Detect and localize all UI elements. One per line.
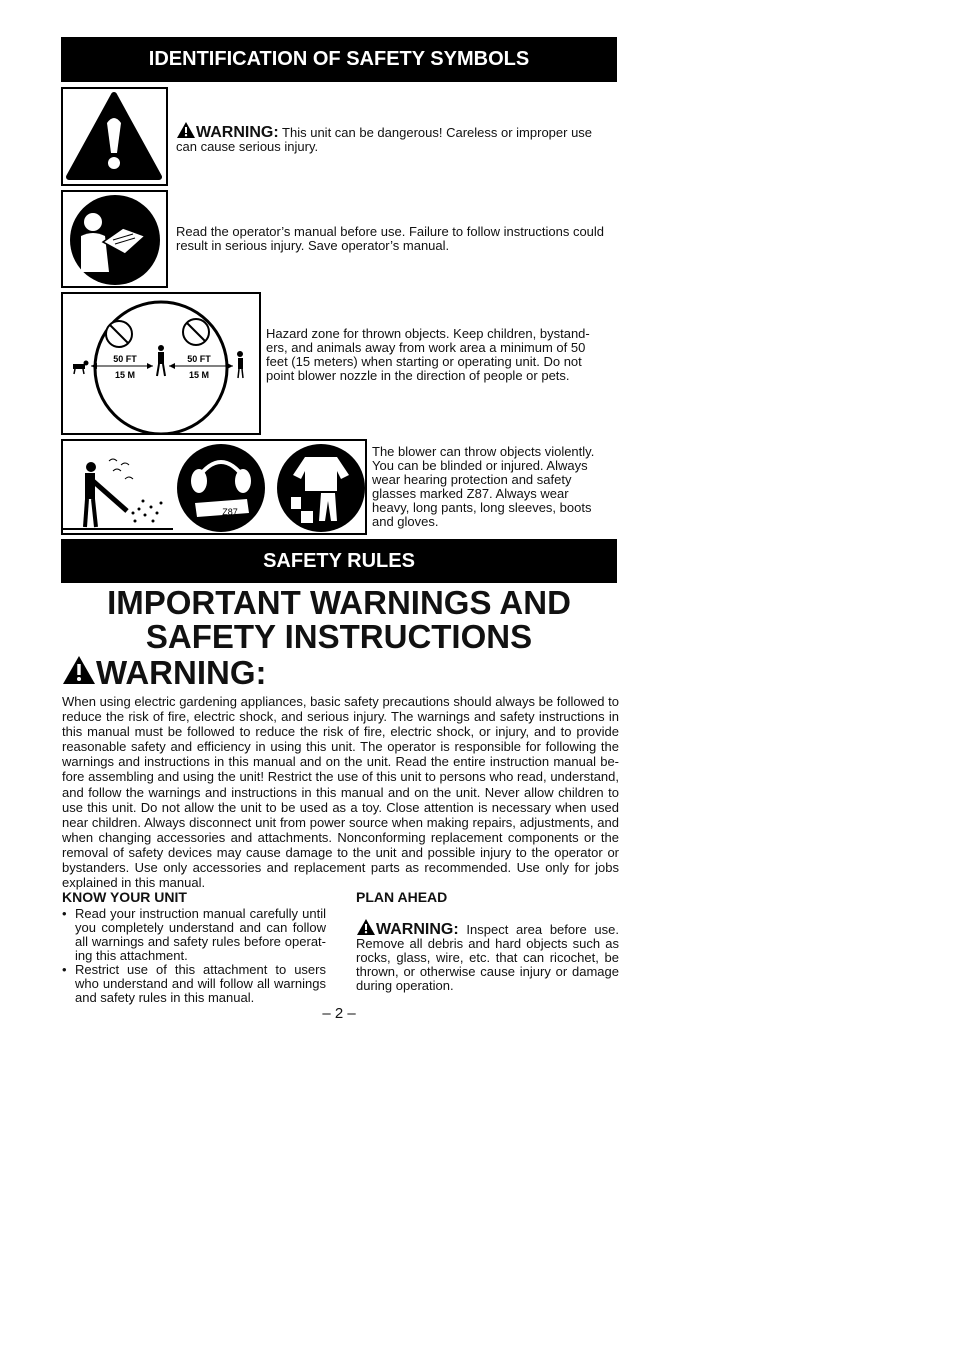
warning-small-icon bbox=[356, 918, 376, 936]
hazard-zone-description: Hazard zone for thrown objects. Keep children, bystand-ers, and animals away from work area a minimum of 50 feet (15 meters) when starting or operating unit. Do not point blower nozzle in the direction of people or pets. bbox=[266, 326, 590, 383]
section-title: IDENTIFICATION OF SAFETY SYMBOLS bbox=[148, 48, 530, 70]
warning-large-icon bbox=[62, 654, 96, 686]
list-item: • Restrict use of this attachment to users who understand and will follow all warnings and safety rules in this manual. bbox=[62, 963, 326, 1005]
distance-m-left: 15 M bbox=[114, 370, 136, 380]
ppe-diagram bbox=[63, 441, 365, 533]
distance-m-right: 15 M bbox=[188, 370, 210, 380]
main-title-line1: IMPORTANT WARNINGS AND bbox=[107, 584, 571, 621]
plan-ahead-body: Inspect area before use. Remove all debris and hard objects such as rocks, glass, wire, etc. that can ricochet, be thrown, or otherwise cause injury or damage during operation. bbox=[356, 922, 619, 993]
blower-operator-icon bbox=[63, 459, 173, 529]
list-item: • Read your instruction manual carefully until you completely understand and can follow all warnings and safety rules before operat-ing this attachment. bbox=[62, 907, 326, 963]
page-number: – 2 – bbox=[322, 1005, 356, 1022]
hazard-zone-symbol-box bbox=[61, 292, 261, 435]
read-manual-symbol-box bbox=[61, 190, 168, 288]
protective-clothing-icon bbox=[277, 444, 365, 532]
warning-label: WARNING: bbox=[196, 124, 279, 141]
plan-ahead-warning-label: WARNING: bbox=[376, 921, 459, 938]
ppe-symbol-box bbox=[61, 439, 367, 535]
section-header-safety-rules bbox=[61, 539, 617, 583]
section-title: SAFETY RULES bbox=[263, 549, 415, 572]
warning-heading bbox=[62, 654, 266, 692]
distance-ft-left: 50 FT bbox=[113, 354, 137, 364]
distance-ft-right: 50 FT bbox=[187, 354, 211, 364]
know-your-unit-heading: KNOW YOUR UNIT bbox=[62, 889, 187, 905]
ppe-description: The blower can throw objects violently. You can be blinded or injured. Always wear hearing protection and safety glasses marked Z87. Always wear heavy, long pants, long sleeves, boots and gloves. bbox=[372, 444, 595, 529]
warning-small-icon bbox=[176, 121, 196, 139]
section-header-safety-symbols bbox=[61, 37, 617, 82]
intro-paragraph: When using electric gardening appliances, basic safety precautions should always be followed to reduce the risk of fire, electric shock, and serious injury. The warnings and safety instructions in this manual must be followed to reduce the risk of fire, electric shock, or injury, and to provide reasonable safety and efficiency in using this unit. The operator is responsible for following the warnings and instructions in this manual and on the unit. Read the entire instruction manual be-fore assembling and using the unit! Restrict the use of this unit to persons who read, understand, and follow the warnings and instructions in this manual and on the unit. Never allow children to use this unit. Do not allow the unit to be used as a toy. Close attention is necessary when used near children. Always disconnect unit from power source when making repairs, adjustments, and when changing accessories and attachments. Nonconforming replacement components or the removal of safety devices may cause damage to the unit and possible injury to the operator or bystanders. Use only accessories and replacement parts as recommended. Use only for jobs explained in this manual. bbox=[62, 694, 619, 891]
warning-symbol-box bbox=[61, 87, 168, 186]
read-manual-description: Read the operator’s manual before use. Failure to follow instructions could result in serious injury. Save operator’s manual. bbox=[176, 224, 605, 253]
warning-triangle-icon bbox=[63, 89, 166, 184]
warning-symbol-description bbox=[176, 121, 606, 154]
know-your-unit-list bbox=[62, 907, 326, 1005]
main-title-line2: SAFETY INSTRUCTIONS bbox=[145, 618, 533, 655]
hazard-zone-diagram bbox=[63, 294, 259, 433]
hearing-and-eye-protection-icon bbox=[177, 444, 265, 532]
warning-heading-text: WARNING: bbox=[96, 654, 267, 691]
plan-ahead-heading: PLAN AHEAD bbox=[356, 889, 448, 905]
z87-mark: Z87 bbox=[222, 507, 238, 517]
read-manual-icon bbox=[63, 192, 166, 286]
warning-text: This unit can be dangerous! Careless or improper use can cause serious injury. bbox=[176, 125, 593, 154]
plan-ahead-text bbox=[356, 918, 619, 993]
